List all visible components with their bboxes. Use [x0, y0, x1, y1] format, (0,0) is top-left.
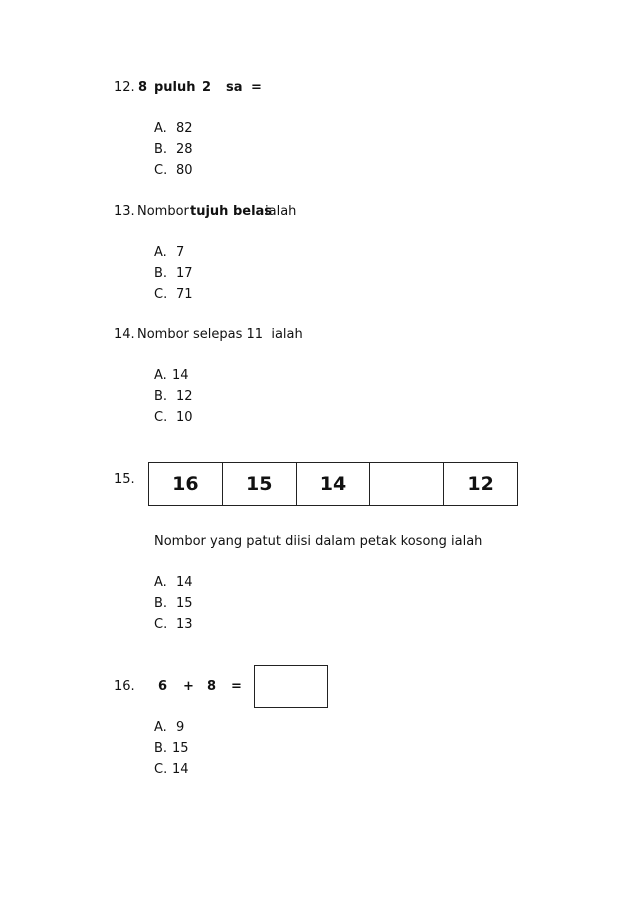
option-value: 9	[176, 720, 185, 735]
option-value: 80	[176, 163, 193, 178]
q13-bold-words: tujuh belas	[190, 204, 273, 219]
q12-equals: =	[251, 80, 262, 95]
option-letter: B.	[154, 389, 168, 404]
q13-option-b[interactable]	[154, 266, 193, 281]
q14-option-a[interactable]	[154, 368, 189, 383]
q12-tens-digit: 8	[138, 80, 148, 95]
option-value: 12	[176, 389, 193, 404]
q15-option-b[interactable]	[154, 596, 193, 611]
sequence-cell: 12	[467, 473, 494, 495]
option-value: 15	[176, 596, 193, 611]
option-letter: B.	[154, 596, 168, 611]
q16-plus: +	[183, 679, 194, 694]
q13-suffix: ialah	[265, 204, 297, 219]
sequence-cell: 14	[297, 463, 371, 505]
q16-operand-b: 8	[207, 679, 217, 694]
q12-ones-word: sa	[226, 80, 243, 95]
option-value: 17	[176, 266, 193, 281]
option-letter: B.	[154, 741, 168, 756]
option-value: 28	[176, 142, 193, 157]
q16-option-b[interactable]	[154, 741, 189, 756]
q12-ones-digit: 2	[202, 80, 212, 95]
q12-option-c[interactable]	[154, 163, 193, 178]
option-letter: A.	[154, 245, 167, 260]
q13-prefix: Nombor	[137, 204, 189, 219]
q15-option-c[interactable]	[154, 617, 193, 632]
option-value: 71	[176, 287, 193, 302]
option-letter: C.	[154, 617, 168, 632]
q12-option-a[interactable]	[154, 121, 193, 136]
sequence-cell: 16	[149, 463, 223, 505]
q12-number: 12.	[114, 80, 135, 95]
option-letter: C.	[154, 410, 168, 425]
q14-number: 14.	[114, 327, 135, 342]
option-value: 14	[176, 575, 193, 590]
option-letter: B.	[154, 266, 168, 281]
q13-option-c[interactable]	[154, 287, 193, 302]
q12-option-b[interactable]	[154, 142, 193, 157]
option-letter: A.	[154, 575, 167, 590]
q16-equals: =	[231, 679, 242, 694]
q12-tens-word: puluh	[154, 80, 196, 95]
option-value: 15	[172, 741, 189, 756]
option-letter: C.	[154, 163, 168, 178]
sequence-cell: 15	[223, 463, 297, 505]
number-sequence-boxes	[148, 462, 518, 506]
q14-text: Nombor selepas 11 ialah	[137, 327, 303, 342]
q15-number: 15.	[114, 472, 135, 487]
q16-number: 16.	[114, 679, 135, 694]
q16-option-a[interactable]	[154, 720, 184, 735]
option-letter: C.	[154, 287, 168, 302]
option-value: 13	[176, 617, 193, 632]
option-value: 7	[176, 245, 185, 260]
option-value: 10	[176, 410, 193, 425]
option-letter: A.	[154, 720, 167, 735]
option-letter: C.	[154, 762, 168, 777]
q13-option-a[interactable]	[154, 245, 184, 260]
option-letter: A.	[154, 368, 167, 383]
q15-option-a[interactable]	[154, 575, 193, 590]
q15-text: Nombor yang patut diisi dalam petak kosong ialah	[154, 534, 483, 549]
option-letter: A.	[154, 121, 167, 136]
option-value: 82	[176, 121, 193, 136]
q16-operand-a: 6	[158, 679, 168, 694]
q13-number: 13.	[114, 204, 135, 219]
q14-option-b[interactable]	[154, 389, 193, 404]
answer-box[interactable]	[254, 665, 328, 708]
option-letter: B.	[154, 142, 168, 157]
q16-option-c[interactable]	[154, 762, 189, 777]
option-value: 14	[172, 368, 189, 383]
option-value: 14	[172, 762, 189, 777]
sequence-cell-empty[interactable]	[370, 463, 444, 505]
q14-option-c[interactable]	[154, 410, 193, 425]
